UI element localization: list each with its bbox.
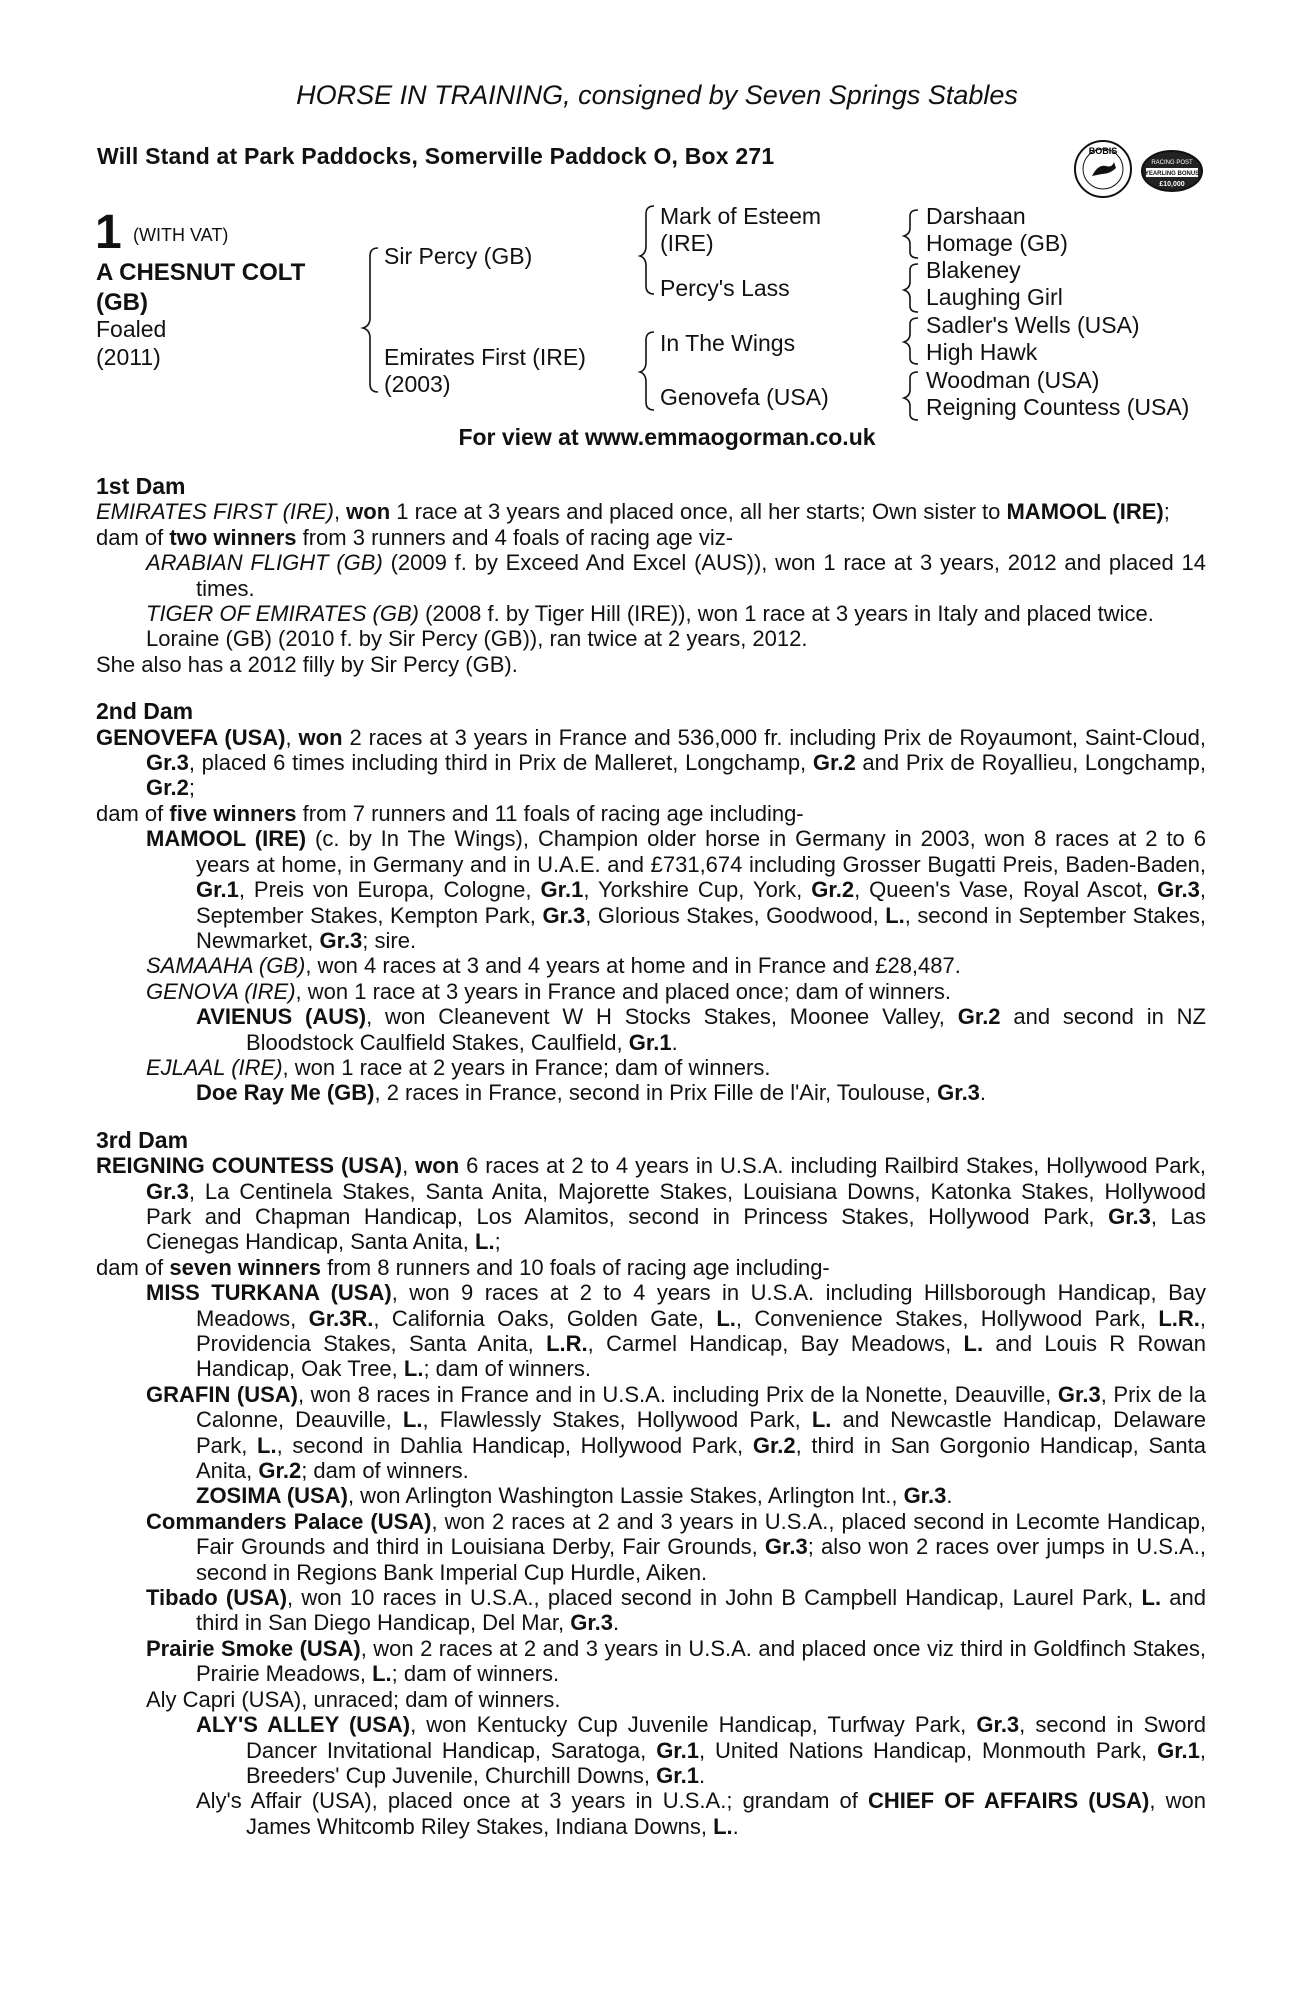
text-run: dam of (96, 524, 170, 550)
text-run: and third in San Diego Handicap, Del Mar, (196, 1585, 1206, 1636)
produce-entry (146, 601, 1206, 626)
second-dam-section (96, 699, 1206, 1106)
pedigree-g3-7: Woodman (USA) (926, 367, 1100, 393)
bold-text: L. (372, 1661, 392, 1687)
pedigree-dam-dam: Genovefa (USA) (660, 384, 829, 410)
bold-text: Gr.2 (812, 750, 856, 776)
text-run: dam of (96, 1254, 170, 1280)
pedigree-g3-5: Sadler's Wells (USA) (926, 312, 1140, 338)
bold-text: Gr.3 (937, 1080, 980, 1106)
text-run: She also has a 2012 filly by Sir Percy (GB). (96, 651, 518, 677)
produce-entry (146, 953, 1206, 978)
text-run: , (402, 1153, 416, 1179)
third-dam-section (96, 1128, 1206, 1839)
text-run: , second in Sword Dancer Invitational Handicap, Saratoga, (246, 1712, 1207, 1763)
text-run: , (333, 499, 347, 525)
page-title: HORSE IN TRAINING, consigned by Seven Springs Stables (296, 80, 1018, 110)
bold-text: Gr.3 (542, 902, 586, 928)
text-run: from 8 runners and 10 foals of racing age including- (321, 1254, 830, 1280)
text-run: and second in NZ Bloodstock Caulfield Stakes, Caulfield, (246, 1004, 1206, 1055)
bold-text: MAMOOL (IRE) (146, 826, 307, 852)
bold-text: Gr.3 (764, 1534, 808, 1560)
bold-text: ZOSIMA (USA) (196, 1483, 348, 1509)
text-run: . (671, 1029, 678, 1055)
bold-text: Gr.3R. (308, 1305, 374, 1331)
text-run: , September Stakes, Kempton Park, (196, 877, 1207, 928)
first-dam-paragraph (96, 499, 1206, 524)
bold-text: Gr.3 (1157, 877, 1200, 903)
bold-text: L. (811, 1407, 832, 1433)
text-run: dam of (96, 800, 170, 826)
text-run: , 2 races in France, second in Prix Fille de l'Air, Toulouse, (374, 1080, 938, 1106)
lot-description-line1: A CHESNUT COLT (96, 259, 306, 286)
bold-text: Gr.2 (752, 1432, 796, 1458)
text-run: , Providencia Stakes, Santa Anita, (196, 1305, 1206, 1356)
text-run: and Louis R Rowan Handicap, Oak Tree, (196, 1331, 1206, 1382)
text-run: . (613, 1610, 620, 1636)
text-run: . (946, 1483, 953, 1509)
lot-number: 1 (95, 206, 122, 259)
lot-description-line2: (GB) (96, 289, 148, 316)
bold-text: Gr.1 (656, 1737, 699, 1763)
produce-entry (196, 1080, 1206, 1105)
bold-text: five winners (169, 800, 297, 826)
pedigree-sire-sire (660, 203, 821, 257)
third-dam-paragraph (96, 1153, 1206, 1255)
bold-text: AVIENUS (AUS) (196, 1004, 367, 1030)
pedigree-dam (384, 344, 586, 398)
bold-text: L. (885, 902, 905, 928)
text-run: from 3 runners and 4 foals of racing age viz- (296, 524, 734, 550)
text-run: , won 2 races at 2 and 3 years in U.S.A., placed second in Lecomte Handicap, Fair Grounds and third in Louisiana Derby, Fair Grounds, (196, 1508, 1206, 1560)
bold-text: Gr.3 (1057, 1381, 1101, 1407)
produce-entry (146, 979, 1206, 1004)
bold-text: Commanders Palace (USA) (146, 1508, 432, 1534)
pedigree-dam-sire: In The Wings (660, 330, 796, 356)
text-run: , won James Whitcomb Riley Stakes, Indiana Downs, (246, 1788, 1206, 1839)
produce-entry (146, 626, 1206, 651)
text-run: , (285, 724, 299, 750)
text-run: , California Oaks, Golden Gate, (373, 1305, 717, 1331)
pedigree-g3-4: Laughing Girl (926, 284, 1063, 310)
text-run: 6 races at 2 to 4 years in U.S.A. including Railbird Stakes, Hollywood Park, (459, 1153, 1206, 1179)
produce-entry (196, 1712, 1206, 1788)
text-run: , Carmel Handicap, Bay Meadows, (587, 1331, 964, 1356)
produce-entry (146, 1509, 1206, 1585)
bold-text: Gr.3 (1108, 1203, 1151, 1229)
view-website: For view at www.emmaogorman.co.uk (458, 424, 876, 450)
text-run: , placed 6 times including third in Prix de Malleret, Longchamp, (188, 750, 813, 776)
bold-text: GRAFIN (USA) (146, 1381, 298, 1407)
pedigree-sire-dam: Percy's Lass (660, 275, 790, 301)
bold-text: Gr.2 (811, 877, 855, 903)
text-run: Loraine (GB) (2010 f. by Sir Percy (GB)), ran twice at 2 years, 2012. (146, 626, 808, 652)
text-run: , Flawlessly Stakes, Hollywood Park, (422, 1407, 812, 1433)
bold-text: REIGNING COUNTESS (USA) (96, 1153, 403, 1179)
text-run: ; dam of winners. (301, 1458, 469, 1484)
produce-note (96, 652, 1206, 677)
italic-text: TIGER OF EMIRATES (GB) (146, 601, 419, 627)
text-run: , La Centinela Stakes, Santa Anita, Majorette Stakes, Louisiana Downs, Katonka Stakes, Hollywood Park and Chapman Handicap, Los Alamitos, second in Princess Stakes, Hollywood Park, (146, 1178, 1206, 1229)
text-run: , Breeders' Cup Juvenile, Churchill Downs, (246, 1737, 1207, 1788)
text-run: , won 8 races in France and in U.S.A. including Prix de la Nonette, Deauville, (297, 1381, 1058, 1407)
italic-text: EJLAAL (IRE) (146, 1054, 283, 1080)
first-dam-title: 1st Dam (96, 473, 186, 499)
text-run: , second in September Stakes, Newmarket, (196, 902, 1206, 953)
bold-text: Gr.2 (258, 1458, 302, 1484)
text-run: . (732, 1813, 739, 1839)
bold-text: won (298, 724, 343, 750)
bold-text: L. (403, 1356, 424, 1382)
bold-text: Gr.3 (146, 750, 189, 776)
text-run: , won Arlington Washington Lassie Stakes, Arlington Int., (347, 1483, 904, 1509)
bold-text: L. (716, 1305, 736, 1331)
text-run: . (698, 1762, 706, 1788)
text-run: and Newcastle Handicap, Delaware Park, (196, 1407, 1207, 1458)
text-run: Aly Capri (USA), unraced; dam of winners. (146, 1686, 561, 1712)
text-run: , won 2 races at 2 and 3 years in U.S.A. and placed once viz third in Goldfinch Stakes, Prairie Meadows, (196, 1635, 1207, 1687)
bold-text: CHIEF OF AFFAIRS (USA) (868, 1788, 1150, 1814)
produce-entry (146, 1280, 1206, 1382)
text-run: , Queen's Vase, Royal Ascot, (854, 877, 1158, 903)
text-run: , won Cleanevent W H Stocks Stakes, Moonee Valley, (366, 1004, 958, 1030)
foaled-label: Foaled (96, 316, 167, 342)
svg-text:RACING POST: RACING POST (1151, 160, 1193, 166)
bold-text: won (346, 499, 391, 525)
bold-text: L. (257, 1432, 277, 1458)
produce-entry (146, 1636, 1206, 1687)
stand-location: Will Stand at Park Paddocks, Somerville Paddock O, Box 271 (97, 143, 775, 169)
bold-text: GENOVEFA (USA) (96, 724, 286, 750)
pedigree-sire: Sir Percy (GB) (384, 243, 533, 269)
bold-text: L.R. (1158, 1305, 1200, 1331)
pedigree-braces (0, 0, 1314, 440)
text-run: , Glorious Stakes, Goodwood, (585, 902, 886, 928)
pedigree-g3-1: Darshaan (926, 203, 1026, 229)
produce-entry (196, 1483, 1206, 1508)
first-dam-produce-intro (96, 525, 1206, 550)
bold-text: L. (475, 1229, 495, 1255)
bold-text: Gr.3 (570, 1610, 614, 1636)
svg-text:YEARLING BONUS: YEARLING BONUS (1144, 171, 1200, 177)
italic-text: EMIRATES FIRST (IRE) (96, 499, 334, 525)
text-run: ; dam of winners. (391, 1661, 560, 1687)
text-run: , won 1 race at 3 years in France and placed once; dam of winners. (295, 978, 952, 1004)
bold-text: Gr.2 (957, 1004, 1001, 1030)
bold-text: won (415, 1153, 460, 1179)
text-run: , Convenience Stakes, Hollywood Park, (735, 1305, 1159, 1331)
catalogue-body (96, 474, 1206, 1861)
pedigree-g3-6: High Hawk (926, 339, 1038, 365)
bold-text: Gr.3 (146, 1178, 189, 1204)
bold-text: ALY'S ALLEY (USA) (196, 1712, 411, 1738)
text-run: , second in Dahlia Handicap, Hollywood Park, (276, 1432, 753, 1458)
bold-text: Gr.1 (628, 1029, 672, 1055)
text-run: (2009 f. by Exceed And Excel (AUS)), won 1 race at 3 years, 2012 and placed 14 times. (196, 550, 1206, 601)
text-run: , won 10 races in U.S.A., placed second in John B Campbell Handicap, Laurel Park, (287, 1585, 1142, 1611)
produce-entry (146, 1687, 1206, 1712)
text-run: , Yorkshire Cup, York, (583, 877, 812, 903)
bold-text: Gr.1 (196, 877, 239, 903)
text-run: and Prix de Royallieu, Longchamp, (855, 750, 1206, 776)
bold-text: L. (1141, 1585, 1162, 1611)
bold-text: L.R. (546, 1331, 588, 1356)
second-dam-produce-intro (96, 801, 1206, 826)
text-run: ; also won 2 races over jumps in U.S.A., second in Regions Bank Imperial Cup Hurdle, Aiken. (196, 1534, 1206, 1585)
text-run: ; (1163, 499, 1170, 525)
produce-entry (146, 1055, 1206, 1080)
text-run: , won Kentucky Cup Juvenile Handicap, Turfway Park, (410, 1712, 977, 1738)
bold-text: two winners (169, 524, 297, 550)
third-dam-produce-intro (96, 1255, 1206, 1280)
bold-text: seven winners (169, 1254, 322, 1280)
pedigree-ss-country: (IRE) (660, 230, 714, 256)
produce-entry (196, 1004, 1206, 1055)
produce-entry (146, 826, 1206, 953)
bold-text: Gr.3 (319, 927, 363, 953)
pedigree-g3-3: Blakeney (926, 257, 1021, 283)
text-run: , Las Cienegas Handicap, Santa Anita, (146, 1203, 1206, 1255)
italic-text: ARABIAN FLIGHT (GB) (146, 550, 383, 576)
bold-text: L. (713, 1813, 733, 1839)
lot-vat: (WITH VAT) (133, 225, 229, 245)
pedigree-ss-name: Mark of Esteem (660, 203, 822, 229)
text-run: , won 1 race at 2 years in France; dam of winners. (282, 1054, 771, 1080)
bold-text: L. (402, 1407, 423, 1433)
bold-text: MISS TURKANA (USA) (146, 1280, 392, 1306)
text-run: , third in San Gorgonio Handicap, Santa Anita, (196, 1432, 1206, 1484)
italic-text: SAMAAHA (GB) (146, 953, 306, 979)
text-run: 2 races at 3 years in France and 536,000 fr. including Prix de Royaumont, Saint-Cloud, (342, 724, 1206, 750)
text-run: (2008 f. by Tiger Hill (IRE)), won 1 race at 3 years in Italy and placed twice. (418, 601, 1154, 627)
pedigree-dam-name: Emirates First (IRE) (384, 344, 586, 370)
text-run: ; dam of winners. (423, 1356, 591, 1382)
pedigree-dam-year: (2003) (384, 371, 451, 397)
second-dam-paragraph (96, 725, 1206, 801)
pedigree-g3-2: Homage (GB) (926, 230, 1068, 256)
svg-text:BOBIS: BOBIS (1088, 146, 1118, 156)
produce-entry (196, 1788, 1206, 1839)
bold-text: Gr.1 (1157, 1737, 1200, 1763)
text-run: ; sire. (362, 927, 417, 953)
third-dam-title: 3rd Dam (96, 1126, 189, 1153)
bold-text: Doe Ray Me (GB) (196, 1080, 375, 1106)
text-run: ; (188, 775, 195, 801)
text-run: . (979, 1080, 987, 1106)
produce-entry (146, 1585, 1206, 1636)
pedigree-g3-8: Reigning Countess (USA) (926, 394, 1190, 420)
first-dam-section (96, 474, 1206, 677)
bold-text: Gr.1 (656, 1762, 699, 1788)
text-run: Aly's Affair (USA), placed once at 3 years in U.S.A.; grandam of (196, 1788, 869, 1814)
second-dam-title: 2nd Dam (96, 698, 194, 725)
bold-text: MAMOOL (IRE) (1006, 499, 1164, 525)
text-run: 1 race at 3 years and placed once, all her starts; Own sister to (390, 499, 1007, 525)
bold-text: Gr.3 (976, 1712, 1020, 1738)
text-run: , won 4 races at 3 and 4 years at home and in France and £28,487. (305, 953, 961, 979)
produce-entry (146, 1382, 1206, 1484)
text-run: from 7 runners and 11 foals of racing age including- (296, 800, 804, 826)
text-run: ; (494, 1229, 501, 1255)
text-run: , United Nations Handicap, Monmouth Park, (699, 1737, 1158, 1763)
text-run: , Prix de la Calonne, Deauville, (196, 1381, 1206, 1433)
foaled-year: (2011) (96, 344, 161, 370)
text-run: (c. by In The Wings), Champion older horse in Germany in 2003, won 8 races at 2 to 6 years at home, in Germany and in U.A.E. and £731,674 including Grosser Bugatti Preis, Baden-Baden, (196, 826, 1206, 877)
text-run: , Preis von Europa, Cologne, (238, 877, 541, 903)
bold-text: Gr.3 (903, 1483, 947, 1509)
bold-text: Prairie Smoke (USA) (146, 1635, 361, 1661)
bold-text: Tibado (USA) (146, 1585, 288, 1611)
italic-text: GENOVA (IRE) (146, 978, 296, 1004)
bold-text: L. (963, 1331, 984, 1356)
bold-text: Gr.2 (146, 775, 189, 801)
bold-text: Gr.1 (540, 877, 584, 903)
text-run: , won 9 races at 2 to 4 years in U.S.A. including Hillsborough Handicap, Bay Meadows, (196, 1280, 1206, 1331)
produce-entry (146, 550, 1206, 601)
svg-text:£10,000: £10,000 (1159, 181, 1185, 188)
